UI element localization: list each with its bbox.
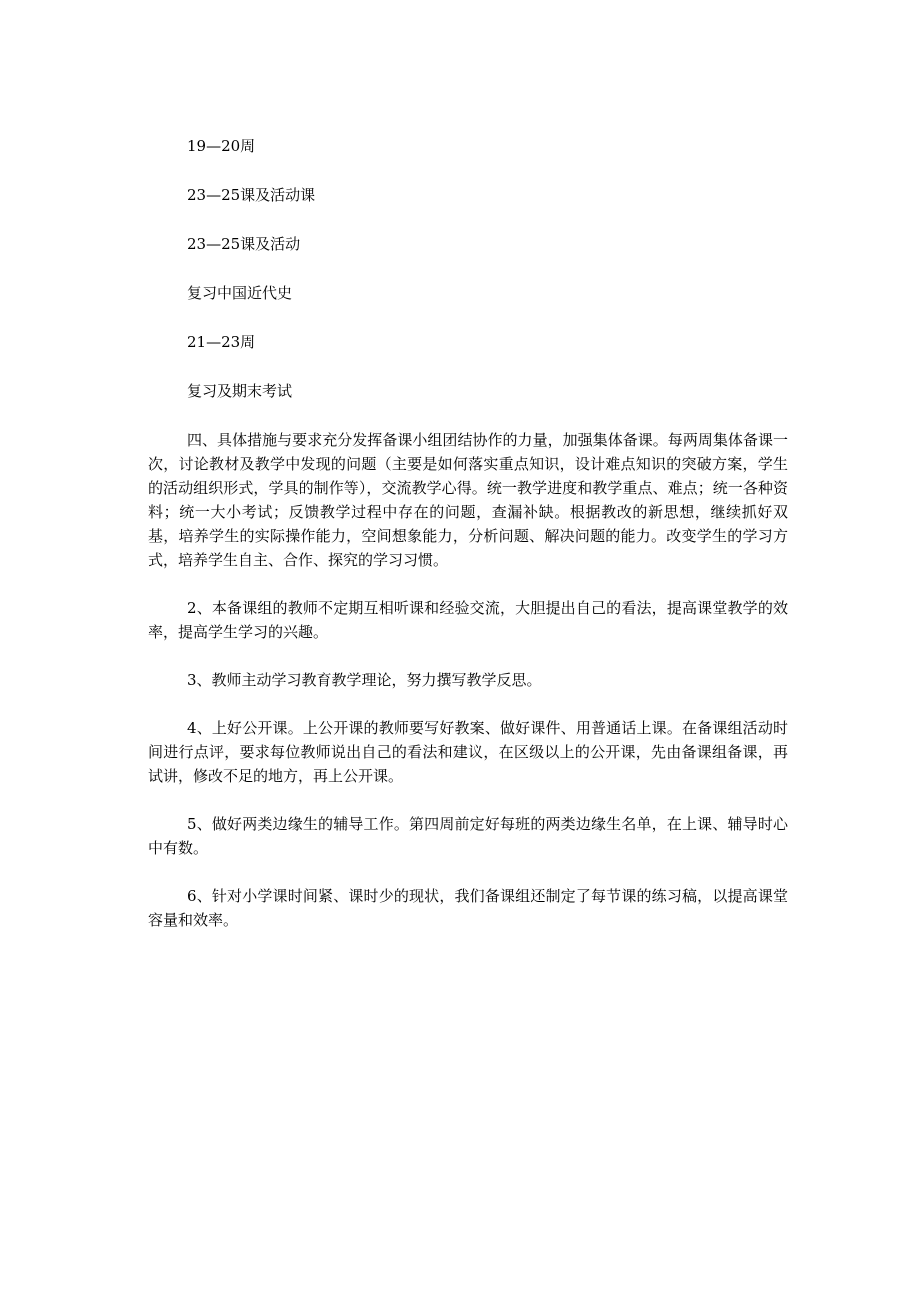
paragraph-item-3: 3、教师主动学习教育教学理论，努力撰写教学反思。	[187, 671, 542, 689]
paragraph-item-6: 6、针对小学课时间紧、课时少的现状，我们备课组还制定了每节课的练习稿，以提高课堂容量和效率。	[148, 887, 788, 929]
schedule-line-week-21-23: 21—23周	[187, 333, 256, 351]
schedule-line-lessons-23-25: 23—25课及活动	[187, 235, 301, 253]
paragraph-measures: 四、具体措施与要求充分发挥备课小组团结协作的力量，加强集体备课。每两周集体备课一次，讨论教材及教学中发现的问题（主要是如何落实重点知识，设计难点知识的突破方案，学生的活动组织形式，学具的制作等），交流教学心得。统一教学进度和教学重点、难点；统一各种资料；统一大小考试；反馈教学过程中存在的问题，查漏补缺。根据教改的新思想，继续抓好双基，培养学生的实际操作能力，空间想象能力，分析问题、解决问题的能力。改变学生的学习方式，培养学生自主、合作、探究的学习习惯。	[148, 431, 788, 569]
schedule-line-review-history: 复习中国近代史	[187, 284, 293, 302]
schedule-line-final-exam: 复习及期末考试	[187, 382, 293, 400]
paragraph-item-5: 5、做好两类边缘生的辅导工作。第四周前定好每班的两类边缘生名单，在上课、辅导时心中有数。	[148, 815, 788, 857]
schedule-line-week-19-20: 19—20周	[187, 137, 256, 155]
paragraph-item-2: 2、本备课组的教师不定期互相听课和经验交流，大胆提出自己的看法，提高课堂教学的效率，提高学生学习的兴趣。	[148, 599, 788, 641]
document-body	[148, 134, 788, 956]
schedule-line-lessons-23-25-activity: 23—25课及活动课	[187, 186, 316, 204]
paragraph-item-4: 4、上好公开课。上公开课的教师要写好教案、做好课件、用普通话上课。在备课组活动时间进行点评，要求每位教师说出自己的看法和建议，在区级以上的公开课，先由备课组备课，再试讲，修改不足的地方，再上公开课。	[148, 719, 788, 785]
